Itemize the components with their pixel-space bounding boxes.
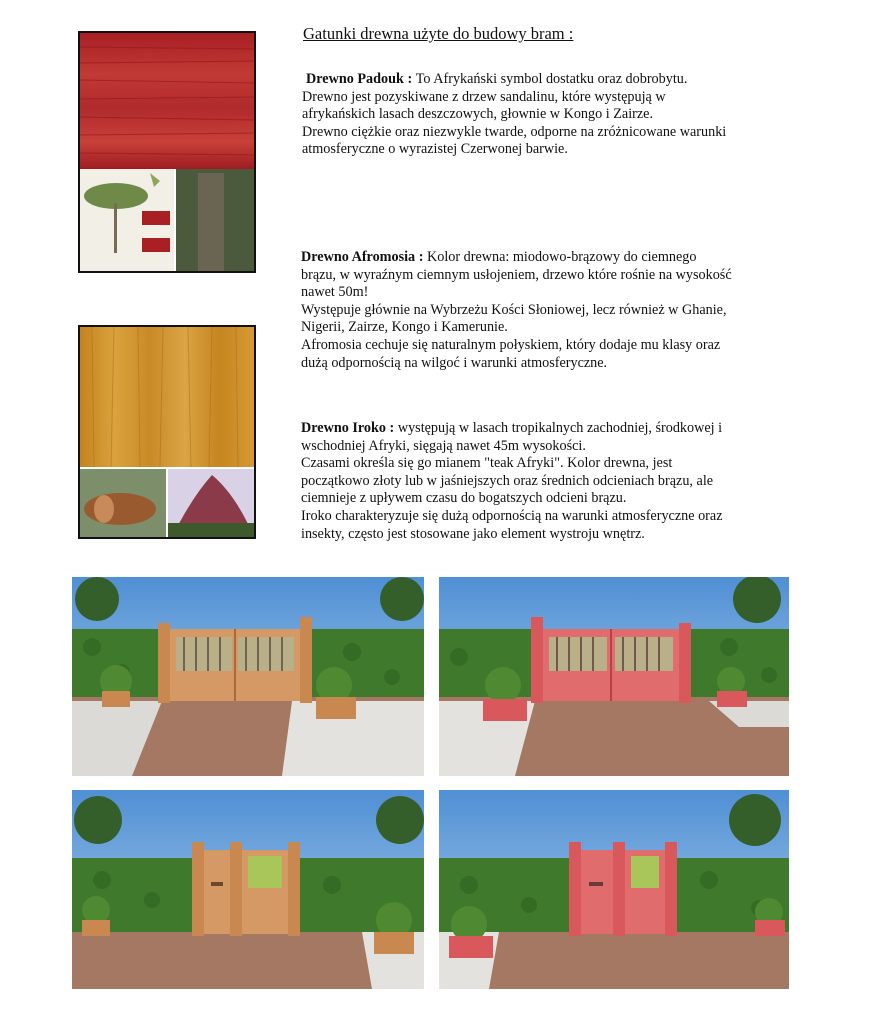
wood-separator: :: [403, 71, 416, 87]
desc-line: insekty, często jest stosowane jako element wystroju wnętrz.: [301, 525, 645, 542]
page-title: Gatunki drewna użyte do budowy bram :: [303, 24, 574, 43]
gate-image-wicket-natural: [72, 790, 424, 989]
gate-image-wicket-red: [439, 790, 789, 989]
desc-line: Nigerii, Zairze, Kongo i Kamerunie.: [301, 319, 508, 336]
wood-separator: :: [386, 420, 398, 436]
desc-line: Afromosia cechuje się naturalnym połyskiem, który dodaje mu klasy oraz: [301, 336, 721, 353]
wood-separator: :: [415, 249, 427, 265]
gate-scene: [439, 577, 789, 776]
afromosia-image: [80, 327, 254, 537]
desc-line: afrykańskich lasach deszczowych, głownie w Kongo i Zairze.: [302, 106, 654, 123]
desc-line: Iroko charakteryzuje się dużą odpornością na warunki atmosferyczne oraz: [301, 507, 723, 524]
gate-scene: [439, 790, 789, 989]
gate-image-double-natural: [72, 577, 424, 776]
afromosia-swatch: [78, 325, 256, 539]
desc-line: dużą odpornością na wilgoć i warunki atmosferyczne.: [301, 354, 608, 371]
desc-line: nawet 50m!: [301, 284, 369, 301]
desc-line: wschodniej Afryki, sięgają nawet 45m wysokości.: [301, 437, 586, 454]
desc-line: brązu, w wyraźnym ciemnym usłojeniem, drzewo które rośnie na wysokość: [301, 266, 732, 283]
desc-line: Drewno jest pozyskiwane z drzew sandalinu, które występują w: [302, 88, 666, 105]
afromosia-description: [301, 249, 771, 372]
desc-line: występują w lasach tropikalnych zachodniej, środkowej i: [397, 420, 723, 436]
desc-line: Występuje głównie na Wybrzeżu Kości Słoniowej, lecz również w Ghanie,: [301, 301, 727, 318]
desc-line: Kolor drewna: miodowo-brązowy do ciemnego: [426, 249, 697, 265]
iroko-description: [301, 420, 771, 543]
desc-line: To Afrykański symbol dostatku oraz dobrobytu.: [415, 71, 688, 87]
desc-line: atmosferyczne o wyrazistej Czerwonej barwie.: [302, 141, 568, 158]
desc-line: ciemnieje z upływem czasu do bogatszych odcieni brązu.: [301, 490, 627, 507]
wood-name: Drewno Padouk: [306, 71, 404, 87]
wood-name: Drewno Iroko: [301, 420, 386, 436]
desc-line: Czasami określa się go mianem "teak Afryki". Kolor drewna, jest: [301, 455, 673, 472]
gate-image-double-red: [439, 577, 789, 776]
desc-line: początkowo złoty lub w jaśniejszych oraz średnich odcieniach brązu, ale: [301, 472, 714, 489]
gate-scene: [72, 790, 424, 989]
gate-scene: [72, 577, 424, 776]
padouk-image: [80, 33, 254, 271]
wood-name: Drewno Afromosia: [301, 249, 416, 265]
padouk-swatch: [78, 31, 256, 273]
padouk-description: [302, 71, 776, 159]
desc-line: Drewno ciężkie oraz niezwykle twarde, odporne na zróżnicowane warunki: [302, 123, 727, 140]
